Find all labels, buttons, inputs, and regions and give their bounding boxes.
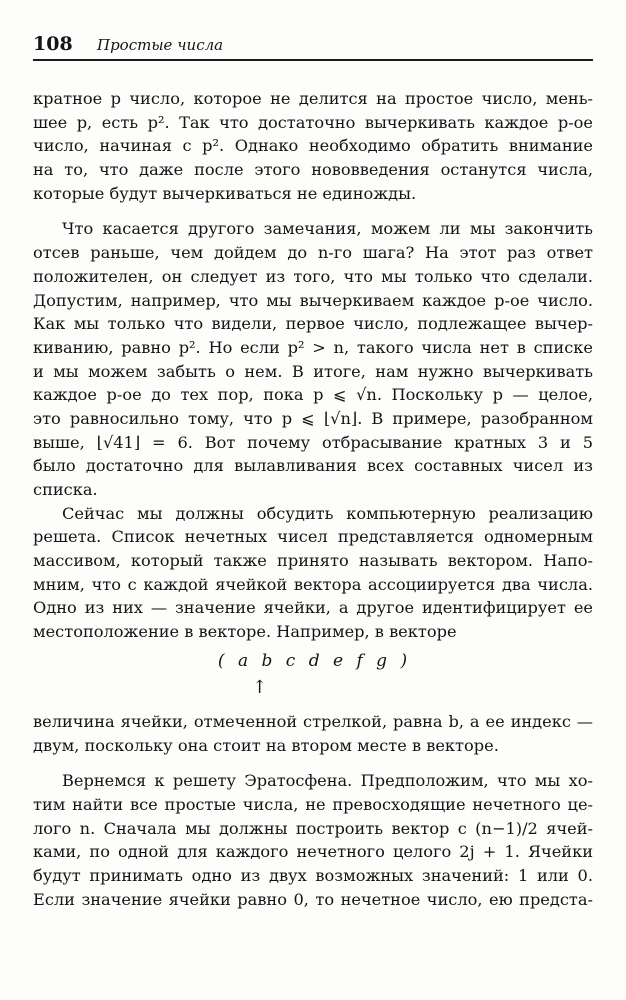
text-line: Сейчас мы должны обсудить компьютерную реализацию bbox=[62, 503, 593, 523]
text-line: величина ячейки, отмеченной стрелкой, равна b, а ее индекс — bbox=[33, 711, 593, 731]
text-line: решета. Список нечетных чисел представляется одномерным bbox=[33, 527, 593, 547]
text-line: отсев раньше, чем дойдем до n-го шага? На этот раз ответ bbox=[33, 243, 593, 263]
text-line: это равносильно тому, что p ⩽ ⌊√n⌋. В примере, разобранном bbox=[33, 408, 593, 428]
paragraph-3 bbox=[33, 502, 593, 644]
text-line: мним, что с каждой ячейкой вектора ассоциируется два числа. bbox=[33, 574, 593, 594]
text-line: лого n. Сначала мы должны построить вектор с (n−1)/2 ячей- bbox=[33, 818, 593, 838]
running-title: Простые числа bbox=[97, 36, 224, 54]
text-line: было достаточно для вылавливания всех составных чисел из bbox=[33, 456, 593, 476]
text-line: каждое p-ое до тех пор, пока p ⩽ √n. Поскольку p — целое, bbox=[33, 385, 593, 405]
text-line: выше, ⌊√41⌋ = 6. Вот почему отбрасывание кратных 3 и 5 bbox=[33, 432, 593, 452]
text-line: местоположение в векторе. Например, в векторе bbox=[33, 622, 457, 642]
body-text bbox=[33, 87, 593, 911]
text-line: шее p, есть p². Так что достаточно вычеркивать каждое p-ое bbox=[33, 112, 593, 132]
text-line: списка. bbox=[33, 480, 98, 499]
text-line: и мы можем забыть о нем. В итоге, нам нужно вычеркивать bbox=[33, 361, 593, 381]
paragraph-1 bbox=[33, 87, 593, 205]
paragraph-5 bbox=[33, 769, 593, 911]
text-line: положителен, он следует из того, что мы только что сделали. bbox=[33, 266, 593, 286]
text-line: Как мы только что видели, первое число, подлежащее вычер- bbox=[33, 314, 593, 334]
text-line: Допустим, например, что мы вычеркиваем каждое p-ое число. bbox=[33, 290, 593, 310]
up-arrow-icon: ↑ bbox=[252, 676, 268, 698]
text-line: двум, поскольку она стоит на втором месте в векторе. bbox=[33, 735, 499, 755]
paragraph-gap bbox=[33, 757, 593, 769]
text-line: на то, что даже после этого нововведения останутся числа, bbox=[33, 160, 593, 180]
text-line: которые будут вычеркиваться не единожды. bbox=[33, 183, 417, 203]
vector-example bbox=[33, 648, 593, 710]
text-line: тим найти все простые числа, не превосходящие нечетного це- bbox=[33, 794, 593, 814]
paragraph-gap bbox=[33, 205, 593, 217]
vector-formula: ( a b c d e f g ) bbox=[217, 650, 409, 671]
paragraph-4 bbox=[33, 710, 593, 757]
text-line: ками, по одной для каждого нечетного целого 2j + 1. Ячейки bbox=[33, 842, 593, 862]
text-line: массивом, который также принято называть вектором. Напо- bbox=[33, 551, 593, 571]
page-number: 108 bbox=[33, 33, 73, 55]
text-line: Что касается другого замечания, можем ли мы закончить bbox=[62, 219, 593, 239]
text-line: Если значение ячейки равно 0, то нечетное число, ею предста- bbox=[33, 889, 593, 909]
text-line: Одно из них — значение ячейки, а другое идентифицирует ее bbox=[33, 598, 593, 618]
text-line: будут принимать одно из двух возможных значений: 1 или 0. bbox=[33, 865, 593, 885]
text-line: кратное p число, которое не делится на простое число, мень- bbox=[33, 89, 593, 108]
page-header bbox=[33, 33, 593, 61]
text-line: киванию, равно p². Но если p² > n, такого числа нет в списке bbox=[33, 337, 593, 357]
text-line: Вернемся к решету Эратосфена. Предположим, что мы хо- bbox=[62, 771, 593, 791]
text-line: число, начиная с p². Однако необходимо обратить внимание bbox=[33, 136, 593, 156]
paragraph-2 bbox=[33, 217, 593, 501]
